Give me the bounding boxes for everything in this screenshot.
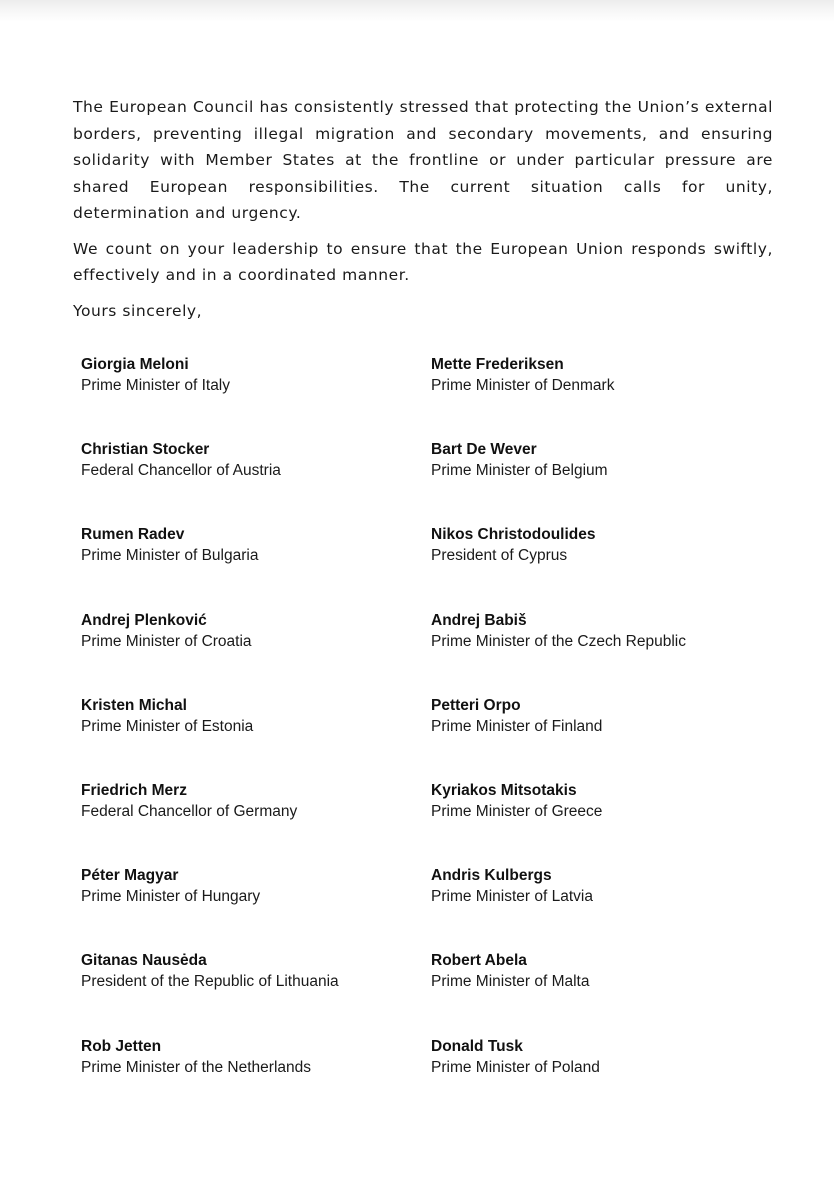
signatory-title: Prime Minister of Poland: [431, 1058, 600, 1076]
signatory: [81, 780, 431, 865]
signatory-title: Prime Minister of Hungary: [81, 888, 261, 906]
signatory: [81, 354, 431, 439]
signatory-name: Péter Magyar: [81, 867, 179, 885]
letter-paragraph-2: We count on your leadership to ensure that the European Union responds swiftly, effectively and in a coordinated manner.: [73, 239, 773, 284]
signatory-title: Federal Chancellor of Germany: [81, 802, 298, 820]
signatory: [431, 354, 781, 439]
signatory-name: Andrej Plenković: [81, 611, 207, 629]
signatory-name: Petteri Orpo: [431, 696, 521, 714]
signatory: [81, 1036, 431, 1121]
signatory: [81, 695, 431, 780]
signatory-name: Nikos Christodoulides: [431, 526, 596, 544]
signatory-title: Prime Minister of Italy: [81, 377, 231, 394]
signatory-name: Mette Frederiksen: [431, 356, 564, 373]
signatory-title: Prime Minister of Denmark: [431, 377, 615, 394]
signatory-name: Robert Abela: [431, 952, 527, 970]
signatory: [81, 524, 431, 609]
letter-closing: Yours sincerely,: [73, 301, 203, 320]
signatory-title: Prime Minister of Croatia: [81, 632, 252, 650]
signatory-title: Prime Minister of Malta: [431, 973, 590, 991]
signatory-title: Prime Minister of Finland: [431, 717, 603, 735]
signatory: [81, 439, 431, 524]
signatory-title: Prime Minister of Estonia: [81, 717, 254, 735]
letter-body: [73, 94, 773, 324]
page-top-edge-shadow: [0, 0, 834, 22]
signatory-name: Friedrich Merz: [81, 781, 187, 799]
letter-paragraph-1: The European Council has consistently stressed that protecting the Union’s external borders, preventing illegal migration and secondary movements, and ensuring solidarity with Member States at the frontline or under particular pressure are shared European responsibilities. The current situation calls for unity, determination and urgency.: [73, 98, 773, 222]
signatory: [431, 695, 781, 780]
signatory-title: Prime Minister of the Netherlands: [81, 1058, 312, 1076]
signatory-name: Andrej Babiš: [431, 611, 527, 629]
signatory: [431, 865, 781, 950]
signatory-name: Rumen Radev: [81, 526, 185, 544]
signatory-name: Rob Jetten: [81, 1037, 162, 1055]
signatory-name: Gitanas Nausėda: [81, 952, 207, 970]
signatory: [431, 780, 781, 865]
signatory-name: Bart De Wever: [431, 441, 537, 459]
signatory: [431, 439, 781, 524]
signatory-title: Federal Chancellor of Austria: [81, 462, 281, 480]
signatory-name: Christian Stocker: [81, 441, 210, 459]
signatory-title: President of Cyprus: [431, 547, 568, 565]
signatory-title: Prime Minister of Belgium: [431, 462, 608, 480]
signatory-name: Kyriakos Mitsotakis: [431, 781, 577, 799]
signatory-title: Prime Minister of the Czech Republic: [431, 632, 686, 650]
signatory-title: President of the Republic of Lithuania: [81, 973, 339, 991]
signatory-name: Andris Kulbergs: [431, 867, 552, 885]
signatory: [431, 950, 781, 1035]
signatory-title: Prime Minister of Latvia: [431, 888, 593, 906]
signatory-name: Donald Tusk: [431, 1037, 523, 1055]
signatory-name: Giorgia Meloni: [81, 356, 189, 373]
signatory: [431, 610, 781, 695]
signatories-list: [81, 354, 781, 1121]
signatory: [81, 865, 431, 950]
signatory-title: Prime Minister of Greece: [431, 802, 603, 820]
signatory-title: Prime Minister of Bulgaria: [81, 547, 259, 565]
signatory-name: Kristen Michal: [81, 696, 187, 714]
signatory: [81, 950, 431, 1035]
signatory: [81, 610, 431, 695]
signatory: [431, 524, 781, 609]
signatory: [431, 1036, 781, 1121]
